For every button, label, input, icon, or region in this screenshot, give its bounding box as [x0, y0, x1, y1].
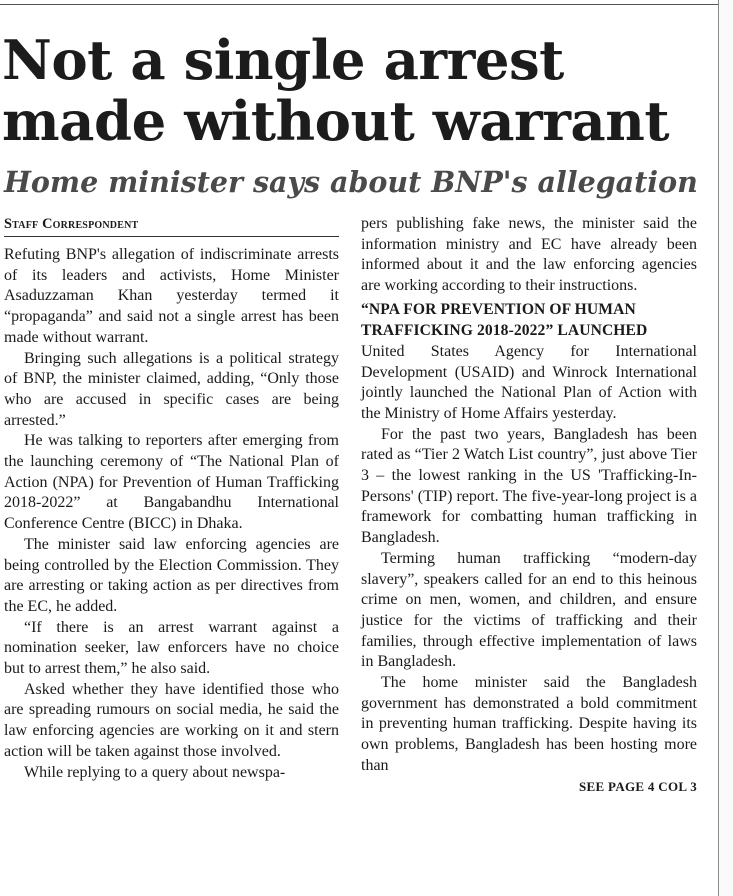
- byline: Staff Correspondent: [4, 214, 339, 237]
- subheadline: Home minister says about BNP's allegation: [4, 165, 698, 199]
- paragraph: The home minister said the Bangladesh government has demonstrated a bold commitment in preventing human trafficking. Despite having its own problems, Bangladesh has been hosting more than: [361, 674, 697, 774]
- paragraph: “If there is an arrest warrant against a nomination seeker, law enforcers have no choice but to arrest them,” he also said.: [4, 618, 339, 678]
- section-subheading: “NPA FOR PREVENTION OF HUMAN TRAFFICKING 2018-2022” LAUNCHED: [361, 300, 648, 340]
- paragraph: pers publishing fake news, the minister said the information ministry and EC have already been informed about it and the law enforcing agencies are working according to their instructions.: [361, 215, 697, 295]
- page-edge: [718, 0, 733, 896]
- continuation-jump: SEE PAGE 4 COL 3: [579, 778, 697, 794]
- paragraph: He was talking to reporters after emerging from the launching ceremony of “The National Plan of Action (NPA) for Prevention of Human Trafficking 2018-2022” at Bangabandhu International Conference Centre (BICC) in Dhaka.: [4, 432, 339, 533]
- headline: Not a single arrest made without warrant: [2, 28, 670, 153]
- right-column: [361, 214, 697, 797]
- paragraph: While replying to a query about newspa-: [24, 763, 286, 781]
- paragraph: Terming human trafficking “modern-day slavery”, speakers called for an end to this heinous crime on men, women, and children, and ensure justice for the victims of trafficking and their families, through effective implementation of laws in Bangladesh.: [361, 549, 697, 671]
- paragraph: United States Agency for International Development (USAID) and Winrock International jointly launched the National Plan of Action with the Ministry of Home Affairs yesterday.: [361, 342, 697, 422]
- top-rule: [0, 4, 718, 5]
- paragraph: Bringing such allegations is a political strategy of BNP, the minister claimed, adding, “Only those who are accused in specific cases are being arrested.”: [4, 349, 339, 429]
- paragraph: Asked whether they have identified those who are spreading rumours on social media, he said the law enforcing agencies are working on it and stern action will be taken against those involved.: [4, 680, 339, 760]
- paragraph: For the past two years, Bangladesh has been rated as “Tier 2 Watch List country”, just above Tier 3 – the lowest ranking in the US 'Trafficking-In-Persons' (TIP) report. The five-year-long project is a framework for combatting human trafficking in Bangladesh.: [361, 425, 697, 547]
- paragraph: The minister said law enforcing agencies are being controlled by the Election Commission. They are arresting or taking action as per directives from the EC, he added.: [4, 535, 339, 615]
- left-column: [4, 214, 339, 783]
- paragraph: Refuting BNP's allegation of indiscriminate arrests of its leaders and activists, Home Minister Asaduzzaman Khan yesterday termed it “propaganda” and said not a single arrest has been made without warrant.: [4, 246, 339, 346]
